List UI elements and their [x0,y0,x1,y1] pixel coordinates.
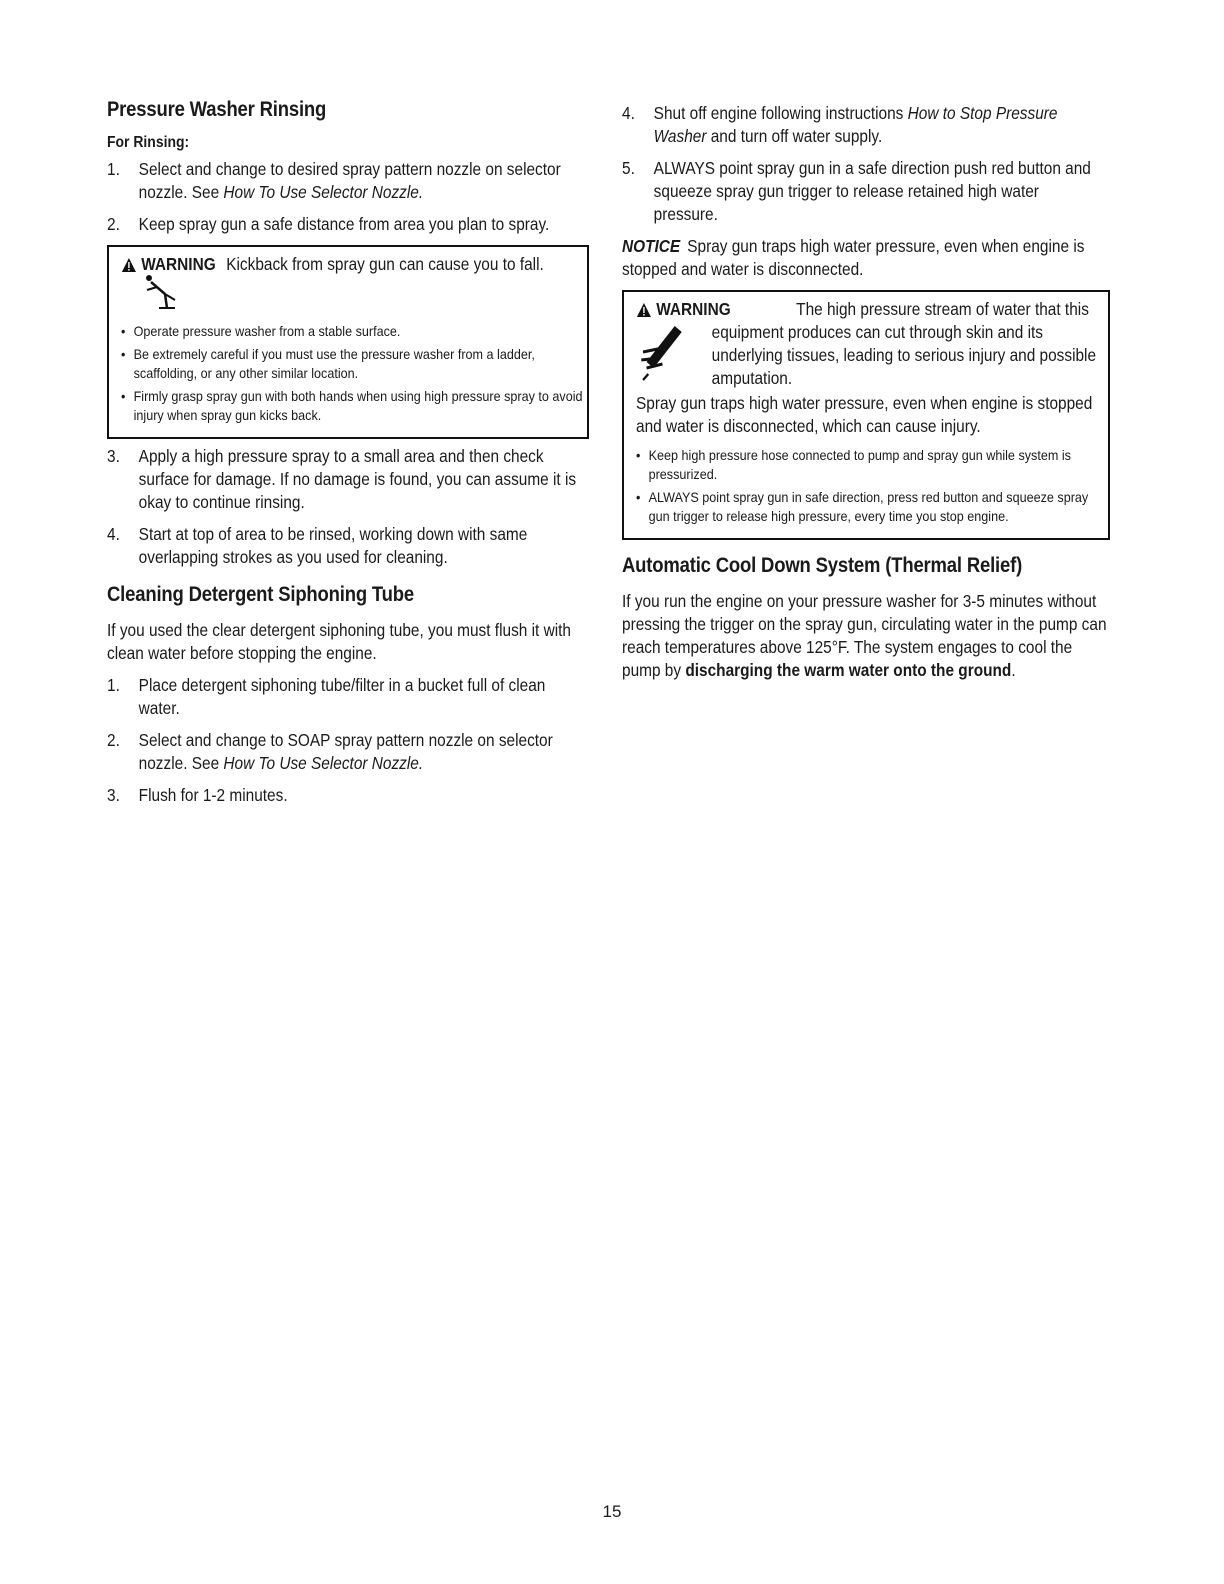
bullet-item: • ALWAYS point spray gun in safe direction, press red button and squeeze spray gun trigger to release high pressure, every time you stop engine. [636,489,1089,524]
step-number: 4. [622,103,635,123]
step-text-end: and turn off water supply. [706,126,883,146]
cool-down-emphasis: discharging the warm water onto the ground [685,660,1012,680]
step-text: Place detergent siphoning tube/filter in a bucket full of clean water. [138,675,546,718]
step-text: Select and change to desired spray pattern nozzle on selector nozzle. See [138,159,561,202]
rinsing-steps-b [107,445,586,569]
step-item [107,213,586,236]
rinsing-steps-a [107,158,586,236]
section-title-cool-down: Automatic Cool Down System (Thermal Relief) [622,554,1023,577]
bullet-item: • Firmly grasp spray gun with both hands when using high pressure spray to avoid injury when spray gun kicks back. [121,388,583,423]
warning-content [636,298,1097,438]
warning-label-text: WARNING [141,254,216,274]
bullet-item: • Keep high pressure hose connected to pump and spray gun while system is pressurized. [636,447,1071,482]
warning-box-injection [622,290,1110,540]
step-text: Select and change to SOAP spray pattern nozzle on selector nozzle. See [138,730,553,773]
step-item [107,445,586,514]
step-item [107,729,586,775]
step-body [654,102,1108,148]
cool-down-text [622,590,1107,682]
cool-down-body: If you run the engine on your pressure washer for 3-5 minutes without pressing the trigger on the spray gun, circulating water in the pump can reach temperatures above 125°F. The system engages to cool the pump by [622,591,1107,680]
warning-text: The high pressure stream of water that this equipment produces can cut through skin and its underlying tissues, leading to serious injury and possible amputation. [711,299,1097,388]
step-number: 1. [107,675,120,695]
detergent-intro: If you used the clear detergent siphoning tube, you must flush it with clean water before stopping the engine. [107,620,571,663]
step-item [107,784,586,807]
step-reference: How To Use Selector Nozzle. [223,182,424,202]
cool-down-end: . [1011,660,1016,680]
step-reference: How to Stop Pressure Washer [653,103,1058,146]
step-reference: How To Use Selector Nozzle. [223,753,424,773]
step-number: 3. [107,785,120,805]
subtitle-for-rinsing: For Rinsing: [107,134,190,151]
notice-text: Spray gun traps high water pressure, even when engine is stopped and water is disconnected. [622,236,1085,279]
warning-triangle-icon [636,302,652,318]
warning-body [636,298,1097,390]
rinsing-steps-continued [622,102,1107,226]
fall-hazard-icon [137,270,181,314]
bullet-item: • Be extremely careful if you must use the pressure washer from a ladder, scaffolding, or any other similar location. [121,346,535,381]
section-title-rinsing: Pressure Washer Rinsing [107,98,327,121]
left-column [107,98,589,816]
detergent-steps [107,674,586,807]
warning-label-text: WARNING [656,299,731,319]
notice-block [622,235,1107,281]
section-title-detergent: Cleaning Detergent Siphoning Tube [107,583,414,606]
page-number: 15 [602,1502,622,1521]
warning-text: Kickback from spray gun can cause you to fall. [226,254,544,274]
warning-box-kickback [107,245,589,439]
step-item [107,523,586,569]
step-number: 2. [107,730,120,750]
step-item [107,674,586,720]
bullet-item: • Operate pressure washer from a stable surface. [121,323,401,339]
step-number: 5. [622,158,635,178]
step-number: 4. [107,524,120,544]
step-item [622,157,1107,226]
step-text: ALWAYS point spray gun in a safe direction push red button and squeeze spray gun trigger to release retained high water pressure. [653,158,1091,224]
notice-label: NOTICE [622,236,681,256]
warning-label [121,253,216,276]
step-body [139,158,587,204]
step-text: Apply a high pressure spray to a small area and then check surface for damage. If no damage is found, you can assume it is okay to continue rinsing. [138,446,577,512]
warning-triangle-icon [121,257,137,273]
step-number: 3. [107,446,120,466]
step-number: 2. [107,214,120,234]
injection-hazard-icon [636,322,689,386]
step-text: Keep spray gun a safe distance from area you plan to spray. [138,214,550,234]
warning-bullets [636,446,1100,526]
right-column [622,102,1110,691]
step-body [139,729,587,775]
warning-text-secondary: Spray gun traps high water pressure, even when engine is stopped and water is disconnected, which can cause injury. [636,393,1093,436]
warning-header [121,253,576,276]
step-item [107,158,586,204]
warning-bullets [121,322,583,425]
step-item [622,102,1107,148]
step-text: Start at top of area to be rinsed, working down with same overlapping strokes as you used for cleaning. [138,524,528,567]
step-number: 1. [107,159,120,179]
step-text: Flush for 1-2 minutes. [138,785,288,805]
step-text: Shut off engine following instructions [653,103,908,123]
